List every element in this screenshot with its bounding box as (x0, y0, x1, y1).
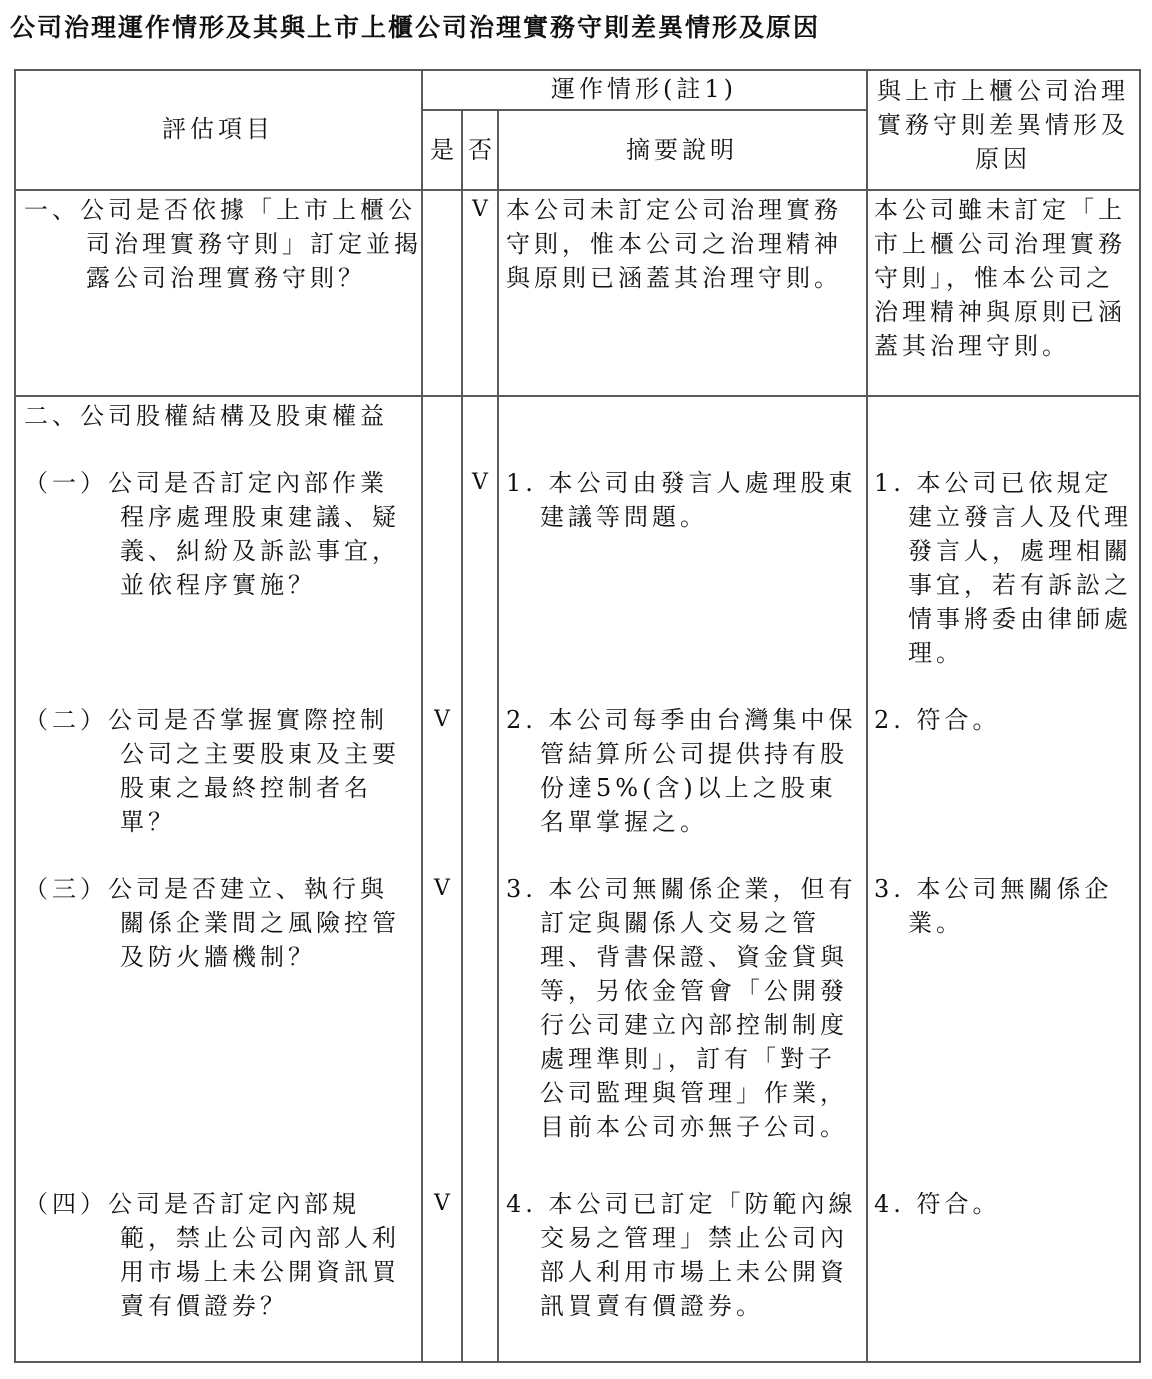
item-2-3: （三）公司是否建立、執行與關係企業間之風險控管及防火牆機制？ (24, 875, 400, 971)
table-border-top (14, 69, 1141, 71)
column-divider (866, 69, 868, 1363)
header-no: 否 (468, 136, 492, 164)
summary-2-1: 1. 本公司由發言人處理股東建議等問題。 (506, 469, 857, 531)
item-1: 一、公司是否依據「上市上櫃公司治理實務守則」訂定並揭露公司治理實務守則？ (24, 196, 422, 292)
page-title: 公司治理運作情形及其與上市上櫃公司治理實務守則差異情形及原因 (10, 13, 821, 42)
item-2-2: （二）公司是否掌握實際控制公司之主要股東及主要股東之最終控制者名單？ (24, 706, 400, 836)
summary-2-2: 2. 本公司每季由台灣集中保管結算所公司提供持有股份達5%(含)以上之股東名單掌握之。 (506, 706, 857, 836)
difference-1: 本公司雖未訂定「上市上櫃公司治理實務守則」，惟本公司之治理精神與原則已涵蓋其治理守則。 (874, 196, 1126, 360)
header-yes: 是 (430, 136, 454, 164)
summary-2-3: 3. 本公司無關係企業，但有訂定與關係人交易之管理、背書保證、資金貸與等，另依金管會「公開發行公司建立內部控制制度處理準則」，訂有「對子公司監理與管理」作業，目前本公司亦無子公司。 (506, 875, 857, 1141)
yes-mark: V (434, 707, 450, 732)
item-2-4: （四）公司是否訂定內部規範，禁止公司內部人利用市場上未公開資訊買賣有價證券？ (24, 1190, 400, 1320)
header-difference: 與上市上櫃公司治理實務守則差異情形及原因 (877, 77, 1129, 173)
difference-2-2: 2. 符合。 (874, 706, 1001, 734)
summary-2-4: 4. 本公司已訂定「防範內線交易之管理」禁止公司內部人利用市場上未公開資訊買賣有價證券。 (506, 1190, 857, 1320)
no-mark: V (472, 197, 488, 222)
yes-mark: V (434, 876, 450, 901)
difference-2-1: 1. 本公司已依規定建立發言人及代理發言人，處理相關事宜，若有訴訟之情事將委由律師處理。 (874, 469, 1132, 667)
yes-mark: V (434, 1191, 450, 1216)
table-border-left (14, 69, 16, 1363)
row-divider (14, 395, 1141, 397)
difference-2-3: 3. 本公司無關係企業。 (874, 875, 1113, 937)
header-item: 評估項目 (162, 115, 274, 143)
header-bottom-border (14, 189, 1141, 191)
column-divider (497, 109, 499, 1363)
section-heading: 二、公司股權結構及股東權益 (24, 402, 388, 430)
column-divider (461, 109, 463, 1363)
table-border-right (1139, 69, 1141, 1363)
table-border-bottom (14, 1361, 1141, 1363)
header-operation: 運作情形(註1) (551, 75, 737, 103)
no-mark: V (472, 470, 488, 495)
header-summary: 摘要說明 (626, 136, 738, 164)
item-2-1: （一）公司是否訂定內部作業程序處理股東建議、疑義、糾紛及訴訟事宜，並依程序實施？ (24, 469, 400, 599)
header-divider (421, 109, 867, 111)
difference-2-4: 4. 符合。 (874, 1190, 1001, 1218)
summary-1: 本公司未訂定公司治理實務守則，惟本公司之治理精神與原則已涵蓋其治理守則。 (506, 196, 842, 292)
